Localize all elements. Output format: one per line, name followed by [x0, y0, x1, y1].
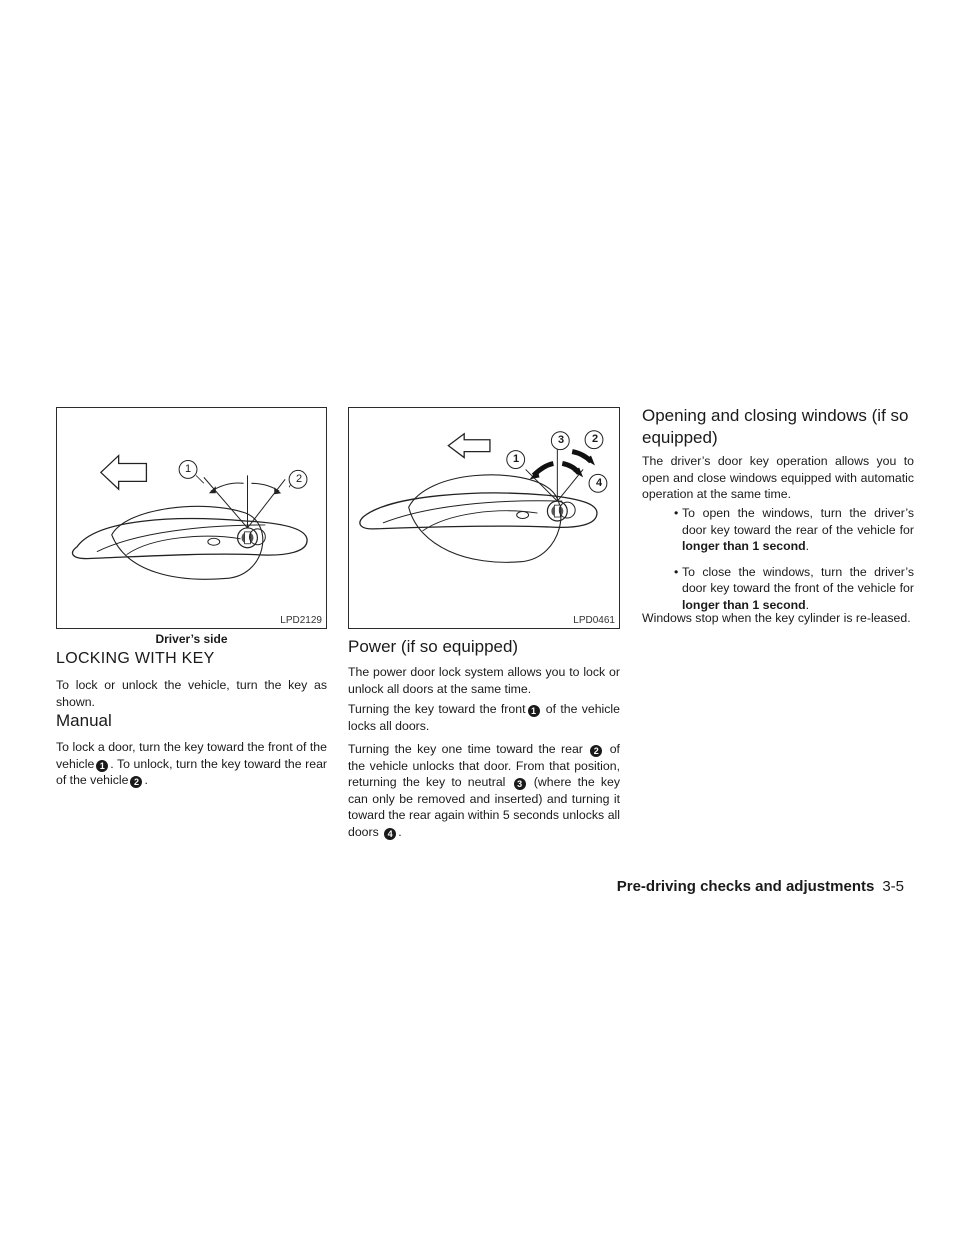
power-paragraph-3: [348, 741, 620, 840]
power-paragraph-1: [348, 664, 620, 697]
callout-2-label: 2: [592, 433, 599, 445]
power-p3-text-a: Turning the key one time toward the rear: [348, 742, 583, 756]
figure-code: LPD2129: [280, 615, 322, 626]
section-heading-locking: LOCKING WITH KEY: [56, 650, 215, 667]
windows-p2-text: Windows stop when the key cylinder is re-leased.: [642, 611, 911, 625]
callout-3-label: 3: [558, 434, 565, 446]
page-number: 3-5: [882, 878, 904, 895]
locking-intro-text: To lock or unlock the vehicle, turn the key as shown.: [56, 678, 327, 709]
windows-paragraph-1: [642, 453, 914, 503]
power-p3-text-d: .: [398, 824, 402, 839]
power-p3-text-b: of the vehicle unlocks that door. From that position, returning the key to neutral: [348, 742, 620, 789]
figure-caption: Driver’s side: [155, 632, 228, 646]
power-paragraph-2: [348, 701, 620, 734]
subheading-power: Power (if so equipped): [348, 637, 519, 656]
manual-text-a: To lock a door, turn the key toward the front of the vehicle: [56, 740, 327, 771]
windows-paragraph-2: [642, 610, 914, 627]
figure-drivers-side: [56, 407, 327, 629]
subheading-manual: Manual: [56, 711, 112, 730]
bullet-close-bold: longer than 1 second: [682, 597, 806, 612]
manual-text-b: . To unlock, turn the key toward the rear of the vehicle: [56, 756, 327, 787]
number-badge: 3: [514, 778, 526, 790]
footer-section-title: Pre-driving checks and adjustments: [616, 878, 875, 895]
bullet-close-windows: [642, 564, 914, 614]
number-badge: 1: [528, 705, 540, 717]
callout-1-label: 1: [185, 463, 192, 475]
callout-1-label: 1: [513, 453, 520, 465]
figure-code: LPD0461: [573, 615, 615, 626]
door-handle-illustration-2: [349, 408, 619, 628]
power-p1-text: The power door lock system allows you to lock or unlock all doors at the same time.: [348, 665, 620, 696]
page-footer: [617, 878, 904, 895]
manual-text-c: .: [144, 773, 148, 787]
number-badge: 4: [384, 828, 396, 840]
windows-p1-text: The driver’s door key operation allows you to open and close windows equipped with automatic operation at the same time.: [642, 454, 914, 501]
bullet-open-bold: longer than 1 second: [682, 539, 806, 553]
number-badge: 2: [590, 745, 602, 757]
bullet-open-windows: [642, 505, 914, 555]
figure-power-lock: [348, 407, 620, 629]
power-p2-text-b: of the vehicle locks all doors.: [348, 702, 620, 733]
manual-paragraph: [56, 739, 327, 789]
bullet-open-text-c: .: [805, 539, 810, 553]
subheading-windows: Opening and closing windows (if so equipped): [642, 406, 909, 447]
power-p3-text-c: (where the key can only be removed and inserted) and turning it toward the rear again within 5 seconds unlocks all doors: [348, 775, 620, 839]
windows-bullet-list: [642, 505, 914, 622]
bullet-close-text-c: .: [805, 597, 810, 612]
callout-4-label: 4: [596, 477, 603, 489]
callout-2-label: 2: [296, 473, 303, 485]
bullet-close-text-a: To close the windows, turn the driver’s door key toward the front of the vehicle for: [682, 564, 914, 595]
power-p2-text-a: Turning the key toward the front: [348, 702, 526, 716]
door-handle-illustration-1: [57, 408, 326, 628]
number-badge: 1: [96, 760, 108, 772]
bullet-open-text-a: To open the windows, turn the driver’s door key toward the rear of the vehicle for: [682, 506, 914, 537]
locking-intro: [56, 677, 327, 710]
number-badge: 2: [130, 776, 142, 788]
